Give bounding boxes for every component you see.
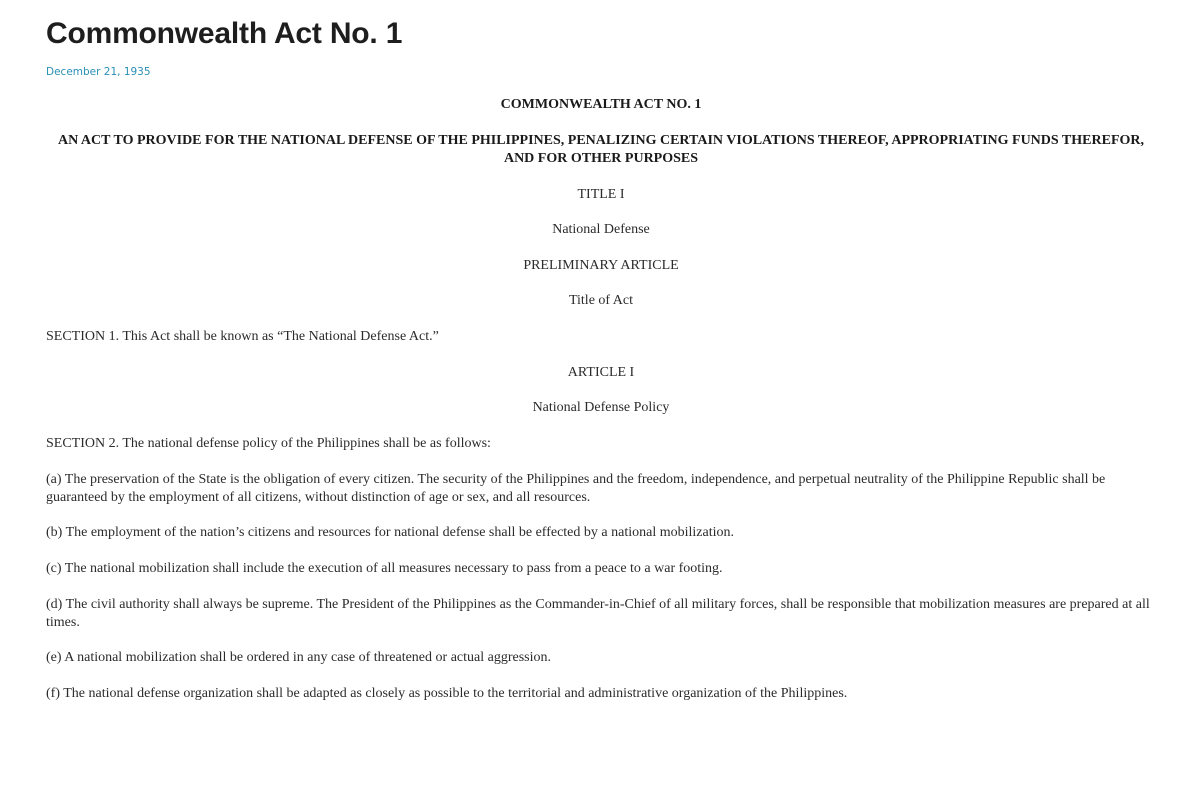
article-name: National Defense Policy <box>532 400 670 415</box>
preliminary-article-heading: PRELIMINARY ARTICLE <box>523 258 679 273</box>
list-item: (c) The national mobilization shall include the execution of all measures necessary to pass from a peace to a war footing. <box>46 561 723 576</box>
list-item: (e) A national mobilization shall be ordered in any case of threatened or actual aggression. <box>46 650 551 665</box>
title-name: National Defense <box>552 222 650 237</box>
article-label: ARTICLE I <box>567 365 635 380</box>
publication-date: December 21, 1935 <box>46 66 151 78</box>
page-title: Commonwealth Act No. 1 <box>46 17 403 50</box>
act-subtitle: AN ACT TO PROVIDE FOR THE NATIONAL DEFENSE OF THE PHILIPPINES, PENALIZING CERTAIN VIOLATIONS THEREOF, APPROPRIATING FUNDS THEREFOR, AND FOR OTHER PURPOSES <box>57 133 1144 166</box>
title-of-act-heading: Title of Act <box>568 293 634 308</box>
section-2: SECTION 2. The national defense policy of the Philippines shall be as follows: <box>46 436 491 451</box>
section-1: SECTION 1. This Act shall be known as “The National Defense Act.” <box>46 329 439 344</box>
list-item: (b) The employment of the nation’s citizens and resources for national defense shall be effected by a national mobilization. <box>46 525 734 540</box>
act-heading: COMMONWEALTH ACT NO. 1 <box>500 97 702 112</box>
list-item: (d) The civil authority shall always be supreme. The President of the Philippines as the Commander-in-Chief of all military forces, shall be responsible that mobilization measures are prepared at all times. <box>46 597 1150 630</box>
list-item: (f) The national defense organization shall be adapted as closely as possible to the territorial and administrative organization of the Philippines. <box>46 686 848 701</box>
list-item: (a) The preservation of the State is the obligation of every citizen. The security of the Philippines and the freedom, independence, and perpetual neutrality of the Philippine Republic shall be guaranteed by the employment of all citizens, without distinction of age or sex, and all resources. <box>46 472 1106 505</box>
title-label: TITLE I <box>577 187 625 202</box>
